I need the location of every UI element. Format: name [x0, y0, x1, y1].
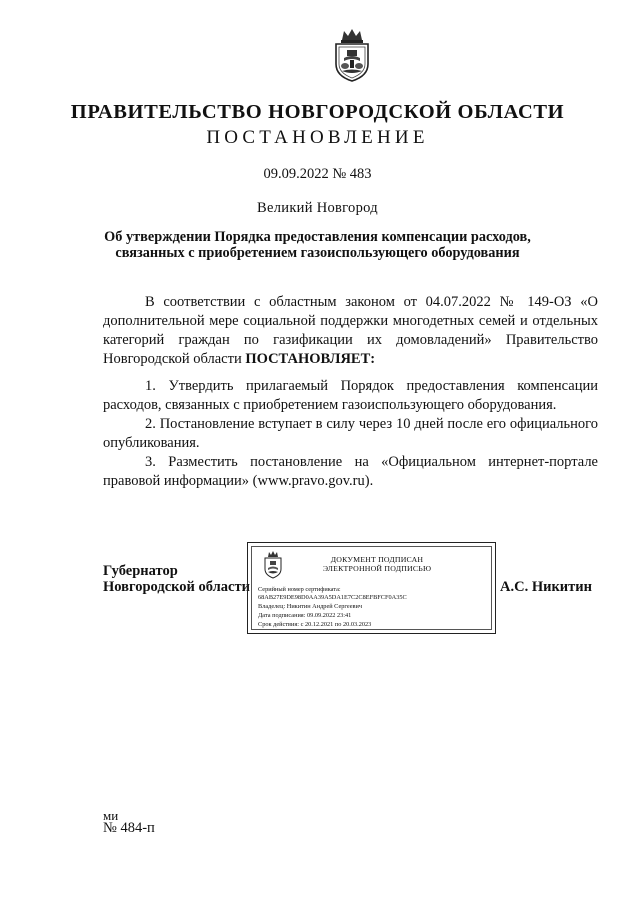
footer-initials: ми [103, 808, 119, 823]
stamp-owner: Владелец: Никитин Андрей Сергеевич [258, 603, 363, 610]
footer-number: № 484-п [103, 820, 155, 836]
preamble-text: В соответствии с областным законом от 04.07.2022 № 149-ОЗ «О дополнительной мере социальной поддержки многодетных семей и отдельных категорий граждан по газификации их домовладений» Правительство Новгородской области [103, 294, 598, 367]
signer-name: А.С. Никитин [500, 579, 592, 595]
document-subject [0, 229, 635, 261]
signer-position [103, 563, 250, 595]
stamp-heading-line-1: ДОКУМЕНТ ПОДПИСАН [330, 555, 424, 564]
signer-position-line-2: Новгородской области [103, 579, 250, 595]
stamp-cert-label: Серийный номер сертификата: [258, 586, 341, 593]
subject-line-2: связанных с приобретением газоиспользующего оборудования [115, 245, 520, 261]
stamp-heading [292, 555, 462, 573]
electronic-signature-stamp [247, 542, 496, 634]
stamp-signed-date: Дата подписания: 09.09.2022 23:41 [258, 612, 352, 619]
stamp-inner-frame [251, 546, 492, 630]
document-place: Великий Новгород [257, 200, 378, 216]
preamble-paragraph [103, 293, 598, 369]
item-1: 1. Утвердить прилагаемый Порядок предоставления компенсации расходов, связанных с приобретением газоиспользующего оборудования. [103, 378, 598, 413]
coat-of-arms-icon [330, 28, 374, 82]
item-3: 3. Разместить постановление на «Официальном интернет-портале правовой информации» (www.pravo.gov.ru). [103, 454, 598, 489]
government-title: ПРАВИТЕЛЬСТВО НОВГОРОДСКОЙ ОБЛАСТИ [70, 101, 565, 123]
item-2: 2. Постановление вступает в силу через 10 дней после его официального опубликования. [103, 416, 598, 451]
document-date-number: 09.09.2022 № 483 [263, 166, 372, 182]
coat-of-arms-icon [262, 551, 284, 579]
stamp-validity: Срок действия: с 20.12.2021 по 20.03.2023 [258, 621, 372, 628]
document-type: ПОСТАНОВЛЕНИЕ [206, 127, 429, 148]
stamp-heading-line-2: ЭЛЕКТРОННОЙ ПОДПИСЬЮ [322, 564, 432, 573]
signer-position-line-1: Губернатор [103, 563, 178, 579]
subject-line-1: Об утверждении Порядка предоставления компенсации расходов, [104, 229, 531, 245]
stamp-cert-number: 68AB27E9DE98D0AA39A5DA1E7C2C8EFBFCF0A35C [258, 594, 407, 601]
resolves-word: ПОСТАНОВЛЯЕТ: [245, 351, 376, 367]
